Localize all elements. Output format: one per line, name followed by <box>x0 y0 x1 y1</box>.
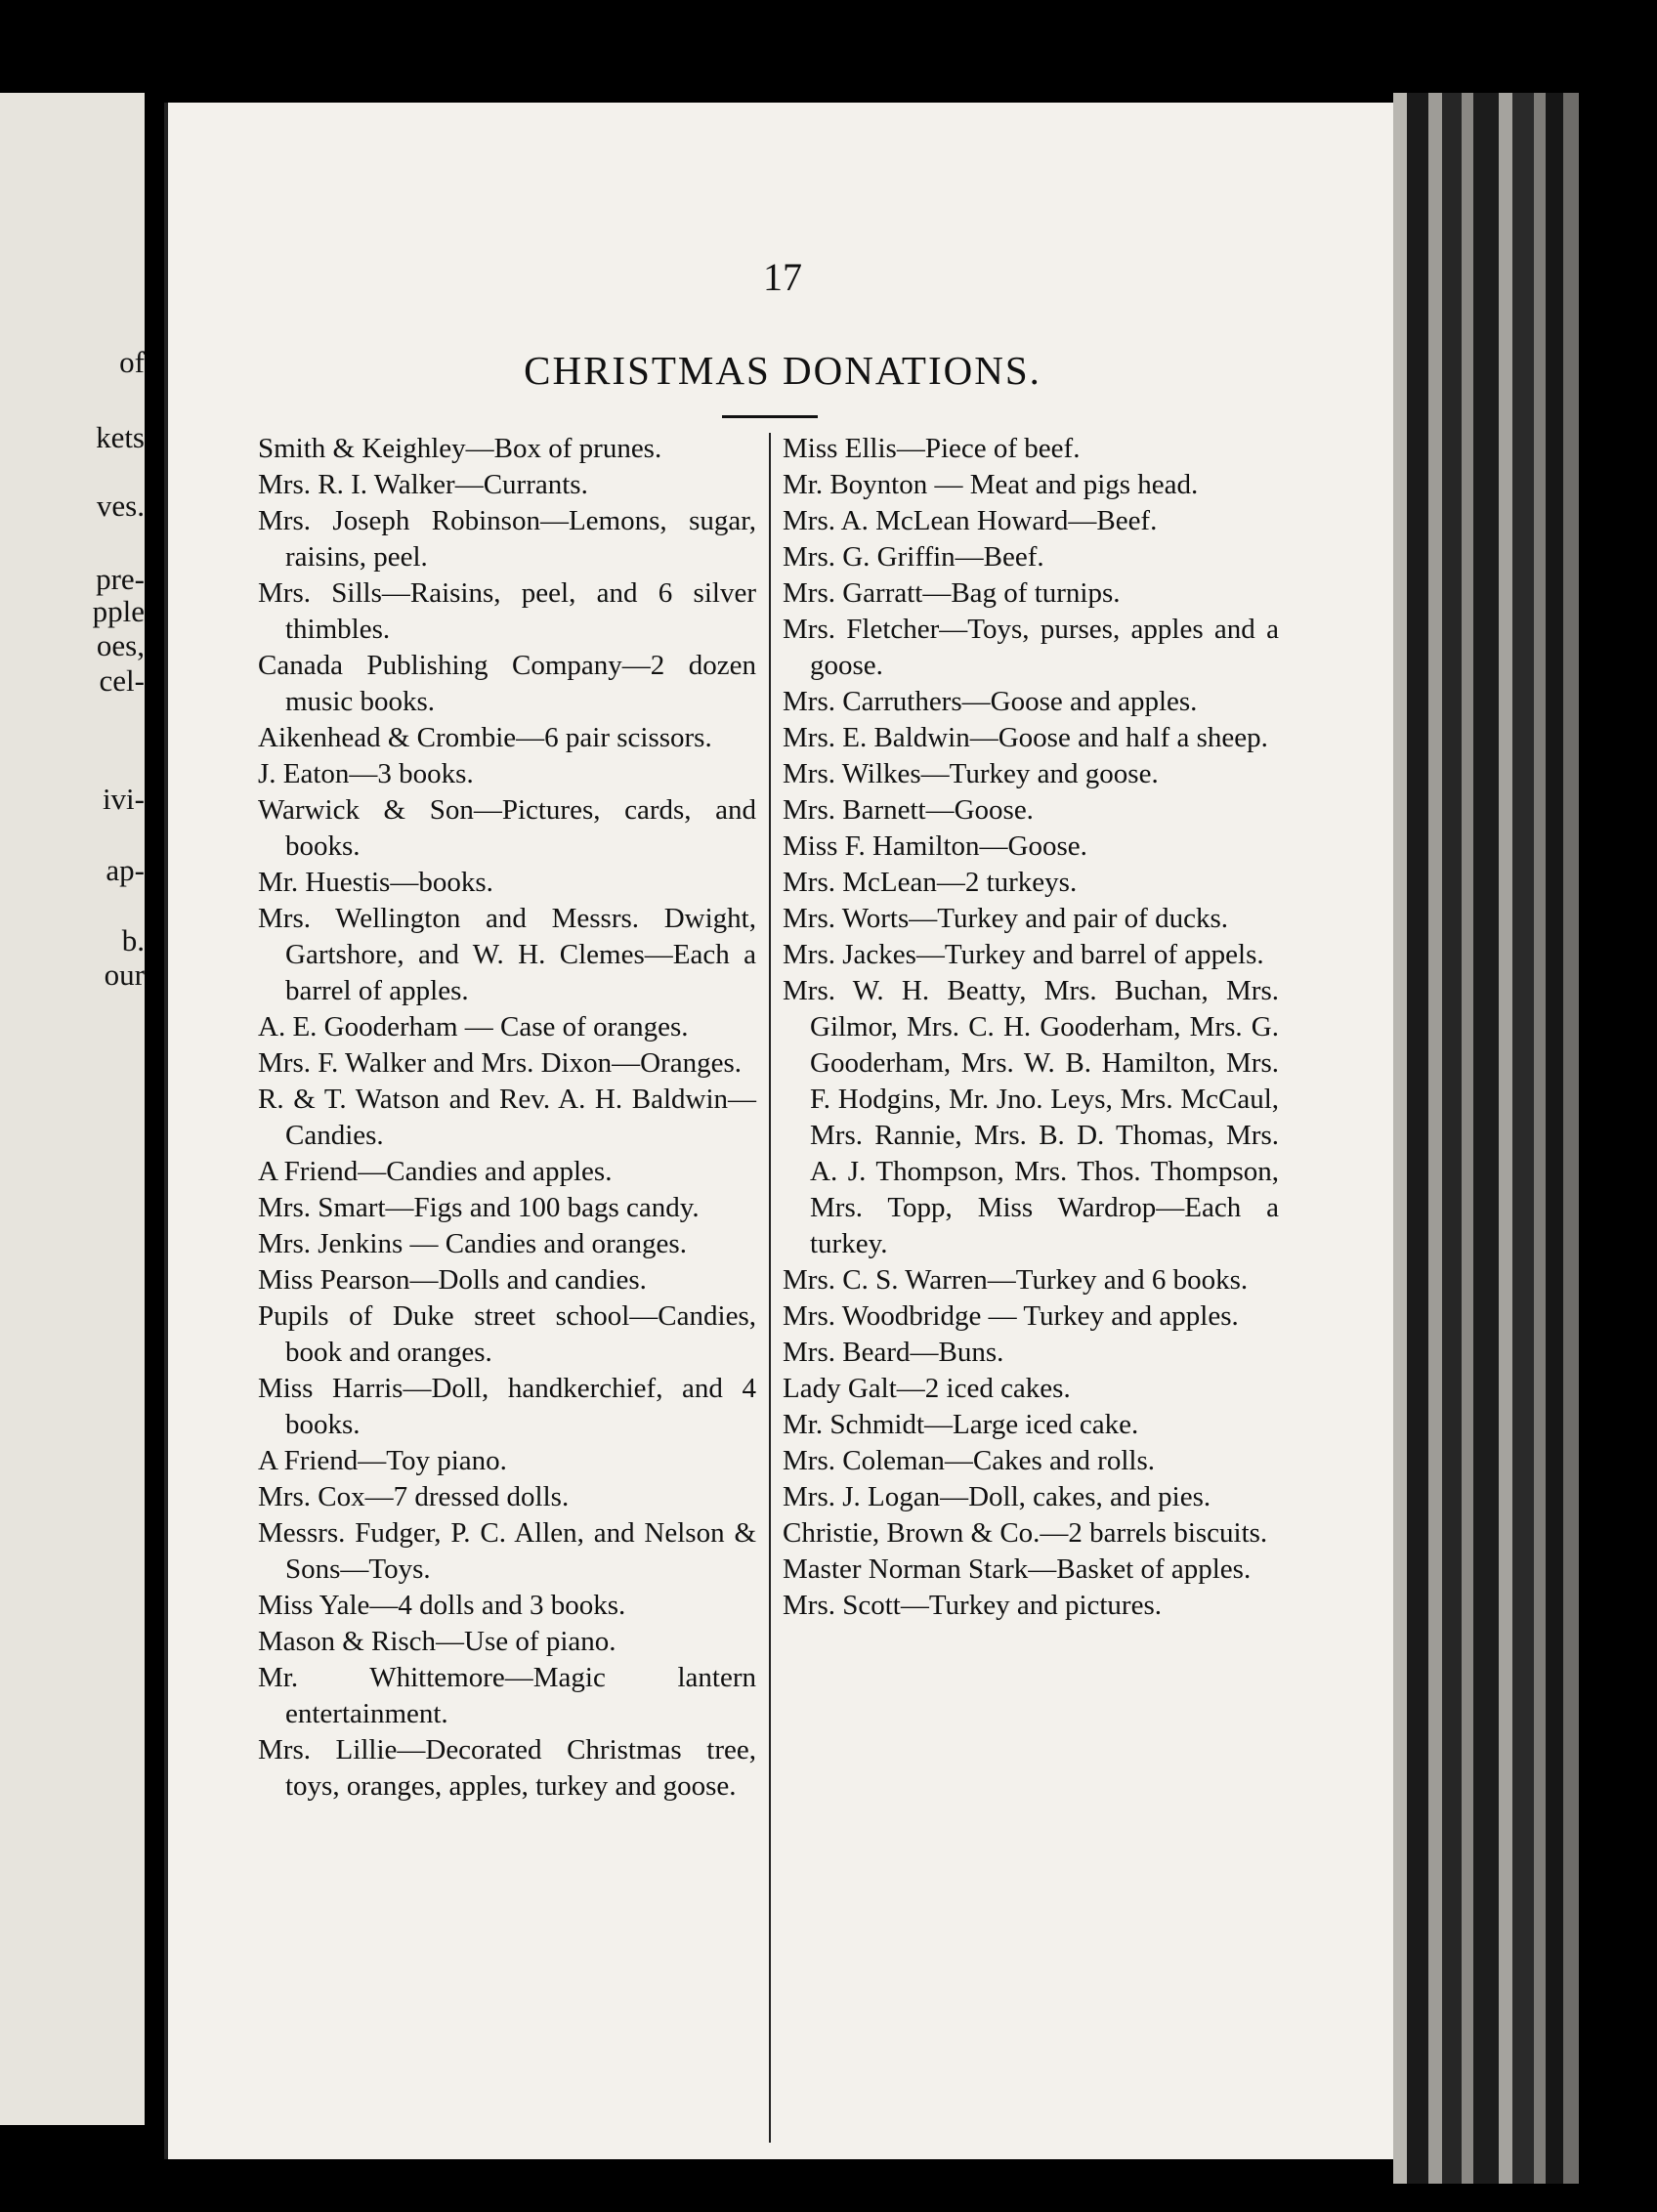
facing-page-fragment: cel- <box>99 663 145 698</box>
donation-entry: Mrs. G. Griffin—Beef. <box>783 541 1044 573</box>
donation-entry: Christie, Brown & Co.—2 barrels biscuits. <box>783 1517 1268 1549</box>
facing-page-sliver <box>0 93 145 2125</box>
donation-entry: Miss Yale—4 dolls and 3 books. <box>258 1590 626 1621</box>
donation-entry: Mrs. Garratt—Bag of turnips. <box>783 577 1121 609</box>
donation-entry: Mrs. Cox—7 dressed dolls. <box>258 1481 570 1512</box>
book-page <box>164 103 1397 2159</box>
page-edge <box>1393 93 1407 2184</box>
donation-entry: Mrs. Jackes—Turkey and barrel of appels. <box>783 939 1264 970</box>
page-edge <box>1534 93 1546 2184</box>
donation-entry: Pupils of Duke street school—Candies, book and oranges. <box>258 1300 756 1368</box>
donation-entry: Mrs. J. Logan—Doll, cakes, and pies. <box>783 1481 1211 1512</box>
donation-entry: A. E. Gooderham — Case of oranges. <box>258 1011 689 1042</box>
donation-entry: A Friend—Toy piano. <box>258 1445 507 1476</box>
facing-page-fragment: pre- <box>96 562 145 596</box>
donation-entry: Mrs. Joseph Robinson—Lemons, sugar, raisins, peel. <box>258 505 756 573</box>
donation-entry: Mr. Whittemore—Magic lantern entertainment. <box>258 1662 756 1729</box>
page-edge <box>1563 93 1579 2184</box>
donation-entry: Mr. Huestis—books. <box>258 867 493 898</box>
donation-entry: Miss Ellis—Piece of beef. <box>783 433 1081 464</box>
facing-page-fragment: our <box>104 957 145 992</box>
donation-entry: Mason & Risch—Use of piano. <box>258 1626 616 1657</box>
facing-page-fragment: ivi- <box>102 782 145 816</box>
right-column <box>783 431 1279 1624</box>
page-edge <box>1512 93 1534 2184</box>
donation-entry: Mrs. A. McLean Howard—Beef. <box>783 505 1158 536</box>
donation-entry: Aikenhead & Crombie—6 pair scissors. <box>258 722 712 753</box>
column-divider <box>769 433 771 2143</box>
donation-entry: Master Norman Stark—Basket of apples. <box>783 1553 1252 1585</box>
donation-entry: Mrs. R. I. Walker—Currants. <box>258 469 588 500</box>
page-edge <box>1442 93 1462 2184</box>
donation-entry: Mrs. E. Baldwin—Goose and half a sheep. <box>783 722 1268 753</box>
donation-entry: Mrs. Fletcher—Toys, purses, apples and a goose. <box>783 614 1279 681</box>
facing-page-fragment: ves. <box>96 489 145 523</box>
donation-entry: Mrs. Jenkins — Candies and oranges. <box>258 1228 687 1259</box>
donation-entry: Mrs. McLean—2 turkeys. <box>783 867 1078 898</box>
section-title: CHRISTMAS DONATIONS. <box>524 348 1041 393</box>
donation-entry: Mrs. W. H. Beatty, Mrs. Buchan, Mrs. Gilmor, Mrs. C. H. Gooderham, Mrs. G. Gooderham, Mrs. W. B. Hamilton, Mrs. F. Hodgins, Mr. Jno. Leys, Mrs. McCaul, Mrs. Rannie, Mrs. B. D. Thomas, Mrs. A. J. Thompson, Mrs. Thos. Thompson, Mrs. Topp, Miss Wardrop—Each a turkey. <box>783 975 1279 1259</box>
page-edge <box>1428 93 1442 2184</box>
donation-entry: Warwick & Son—Pictures, cards, and books. <box>258 794 756 862</box>
facing-page-fragment: ap- <box>106 853 145 887</box>
donation-entry: Mr. Boynton — Meat and pigs head. <box>783 469 1199 500</box>
donation-entry: Mrs. Worts—Turkey and pair of ducks. <box>783 903 1228 934</box>
donation-entry: Mrs. Woodbridge — Turkey and apples. <box>783 1300 1239 1332</box>
facing-page-fragment: kets <box>96 420 145 454</box>
donation-entry: Mrs. Barnett—Goose. <box>783 794 1034 826</box>
facing-page-fragment: b. <box>121 923 145 957</box>
donation-entry: Mr. Schmidt—Large iced cake. <box>783 1409 1139 1440</box>
donation-entry: R. & T. Watson and Rev. A. H. Baldwin—Candies. <box>258 1084 756 1151</box>
left-column <box>258 431 756 1805</box>
donation-entry: Miss F. Hamilton—Goose. <box>783 830 1087 862</box>
donation-entry: A Friend—Candies and apples. <box>258 1156 613 1187</box>
donation-entry: Mrs. Lillie—Decorated Christmas tree, toys, oranges, apples, turkey and goose. <box>258 1734 756 1802</box>
donation-entry: Smith & Keighley—Box of prunes. <box>258 433 662 464</box>
page-edge <box>1546 93 1563 2184</box>
donation-entry: Miss Harris—Doll, handkerchief, and 4 books. <box>258 1373 756 1440</box>
donation-entry: Mrs. Sills—Raisins, peel, and 6 silver thimbles. <box>258 577 756 645</box>
facing-page-fragment: pple <box>92 594 145 628</box>
donation-entry: Lady Galt—2 iced cakes. <box>783 1373 1071 1404</box>
donation-entry: Messrs. Fudger, P. C. Allen, and Nelson & Sons—Toys. <box>258 1517 756 1585</box>
page-number: 17 <box>763 255 802 299</box>
page-edge <box>1407 93 1428 2184</box>
donation-entry: Mrs. Coleman—Cakes and rolls. <box>783 1445 1155 1476</box>
facing-page-fragment: oes, <box>96 628 145 662</box>
title-rule <box>722 415 818 418</box>
facing-page-fragment: of <box>119 345 145 379</box>
donation-entry: Mrs. C. S. Warren—Turkey and 6 books. <box>783 1264 1249 1296</box>
donation-entry: Mrs. Beard—Buns. <box>783 1337 1004 1368</box>
donation-entry: Canada Publishing Company—2 dozen music books. <box>258 650 756 717</box>
page-edge <box>1473 93 1499 2184</box>
donation-entry: Miss Pearson—Dolls and candies. <box>258 1264 647 1296</box>
donation-entry: Mrs. Smart—Figs and 100 bags candy. <box>258 1192 700 1223</box>
donation-entry: Mrs. Scott—Turkey and pictures. <box>783 1590 1162 1621</box>
page-edge <box>1462 93 1473 2184</box>
donation-entry: Mrs. Carruthers—Goose and apples. <box>783 686 1198 717</box>
donation-entry: Mrs. Wellington and Messrs. Dwight, Gartshore, and W. H. Clemes—Each a barrel of apples. <box>258 903 756 1006</box>
donation-entry: J. Eaton—3 books. <box>258 758 474 789</box>
donation-entry: Mrs. F. Walker and Mrs. Dixon—Oranges. <box>258 1047 742 1079</box>
page-edge <box>1499 93 1512 2184</box>
donation-entry: Mrs. Wilkes—Turkey and goose. <box>783 758 1159 789</box>
